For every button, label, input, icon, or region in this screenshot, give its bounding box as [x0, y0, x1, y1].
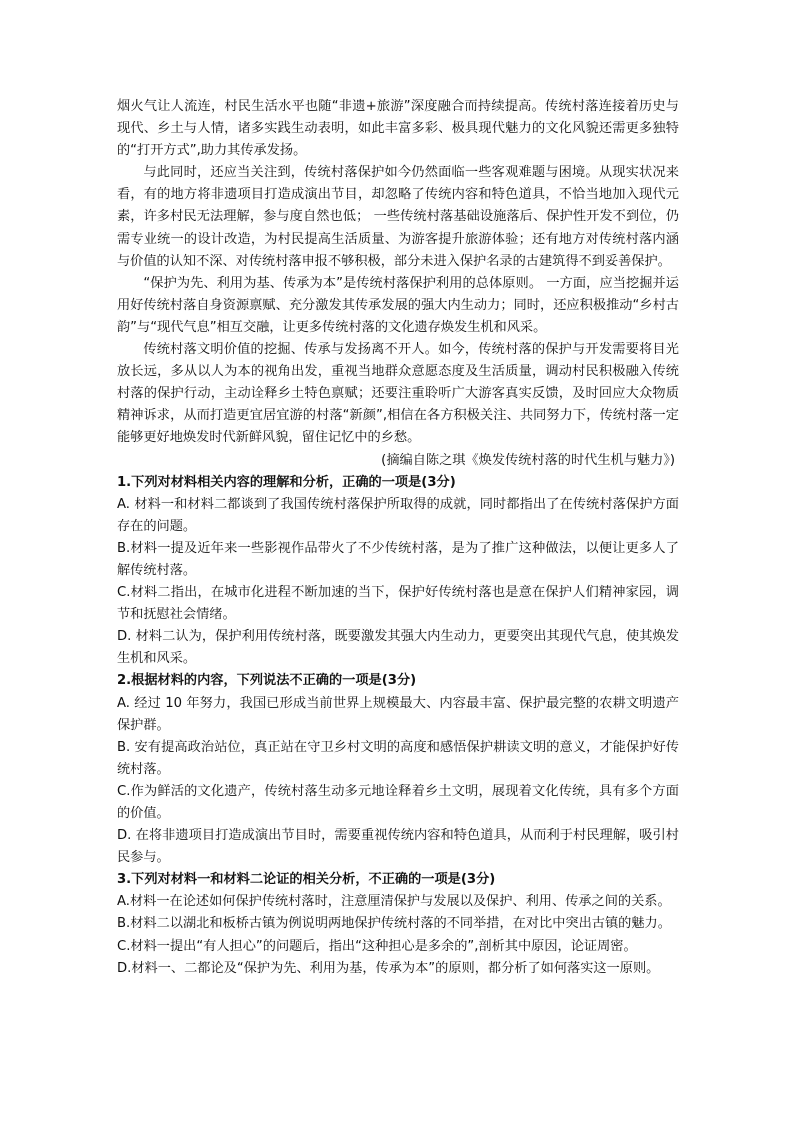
option-c: C.作为鲜活的文化遗产，传统村落生动多元地诠释着乡土文明，展现着文化传统，具有多个方面的价值。 [117, 783, 679, 821]
passage-source: (摘编自陈之琪《焕发传统村落的时代生机与魅力》) [381, 452, 675, 468]
option-c: C.材料一提出“有人担心”的问题后，指出“这种担心是多余的”,剖析其中原因，论证周密。 [117, 938, 637, 954]
question-stem: 1.下列对材料相关内容的理解和分析，正确的一项是(3分) [117, 474, 456, 490]
question-stem: 3.下列对材料一和材料二论证的相关分析，不正确的一项是(3分) [117, 872, 496, 888]
option-a: A.材料一在论述如何保护传统村落时，注意厘清保护与发展以及保护、利用、传承之间的关系。 [117, 894, 671, 910]
question-3 [117, 869, 679, 979]
question-2 [117, 670, 679, 869]
option-b: B. 安有提高政治站位，真正站在守卫乡村文明的高度和感悟保护耕读文明的意义，才能保护好传统村落。 [117, 739, 679, 777]
exam-page [117, 96, 679, 980]
option-c: C.材料二指出，在城市化进程不断加速的当下，保护好传统村落也是意在保护人们精神家园，调节和抚慰社会情绪。 [117, 585, 679, 623]
option-d: D. 材料二认为，保护利用传统村落，既要激发其强大内生动力，更要突出其现代气息，使其焕发生机和风采。 [117, 629, 679, 667]
option-d: D. 在将非遗项目打造成演出节目时，需要重视传统内容和特色道具，从而利于村民理解，吸引村民参与。 [117, 828, 679, 866]
question-stem: 2.根据材料的内容，下列说法不正确的一项是(3分) [117, 673, 417, 689]
option-d: D.材料一、二都论及“保护为先、利用为基，传承为本”的原则，都分析了如何落实这一原则。 [117, 960, 660, 976]
passage-paragraph: 传统村落文明价值的挖掘、传承与发扬离不开人。如今，传统村落的保护与开发需要将目光放长远，多从以人为本的视角出发，重视当地群众意愿态度及生活质量，调动村民积极融入传统村落的保护行动，主动诠释乡土特色禀赋；还要注重聆听广大游客真实反馈，及时回应大众物质精神诉求，从而打造更宜居宜游的村落“新颜”,相信在各方积极关注、共同努力下，传统村落一定能够更好地焕发时代新鲜风貌，留住记忆中的乡愁。 [117, 342, 679, 446]
passage-paragraph: “保护为先、利用为基、传承为本”是传统村落保护利用的总体原则。 一方面，应当挖掘并运用好传统村落自身资源禀赋、充分激发其传承发展的强大内生动力；同时，还应积极推动“乡村古韵”与“现代气息”相互交融，让更多传统村落的文化遗存焕发生机和风采。 [117, 275, 679, 335]
option-a: A. 经过 10 年努力，我国已形成当前世界上规模最大、内容最丰富、保护最完整的农耕文明遗产保护群。 [117, 695, 679, 733]
option-b: B.材料一提及近年来一些影视作品带火了不少传统村落，是为了推广这种做法，以便让更多人了解传统村落。 [117, 540, 679, 578]
option-a: A. 材料一和材料二都谈到了我国传统村落保护所取得的成就，同时都指出了在传统村落保护方面存在的问题。 [117, 496, 679, 534]
passage-paragraph: 烟火气让人流连，村民生活水平也随“非遗+旅游”深度融合而持续提高。传统村落连接着历史与现代、乡土与人情，诸多实践生动表明，如此丰富多彩、极具现代魅力的文化风貌还需更多独特的“打开方式”,助力其传承发扬。 [117, 99, 679, 159]
question-1 [117, 472, 679, 671]
option-b: B.材料二以湖北和板桥古镇为例说明两地保护传统村落的不同举措，在对比中突出古镇的魅力。 [117, 916, 671, 932]
passage-paragraph: 与此同时，还应当关注到，传统村落保护如今仍然面临一些客观难题与困境。从现实状况来看，有的地方将非遗项目打造成演出节目，却忽略了传统内容和特色道具，不恰当地加入现代元素，许多村民无法理解，参与度自然也低； 一些传统村落基础设施落后、保护性开发不到位，仍需专业统一的设计改造，为村民提高生活质量、为游客提升旅游体验；还有地方对传统村落内涵与价值的认知不深、对传统村落申报不够积极，部分未进入保护名录的古建筑得不到妥善保护。 [117, 165, 679, 269]
